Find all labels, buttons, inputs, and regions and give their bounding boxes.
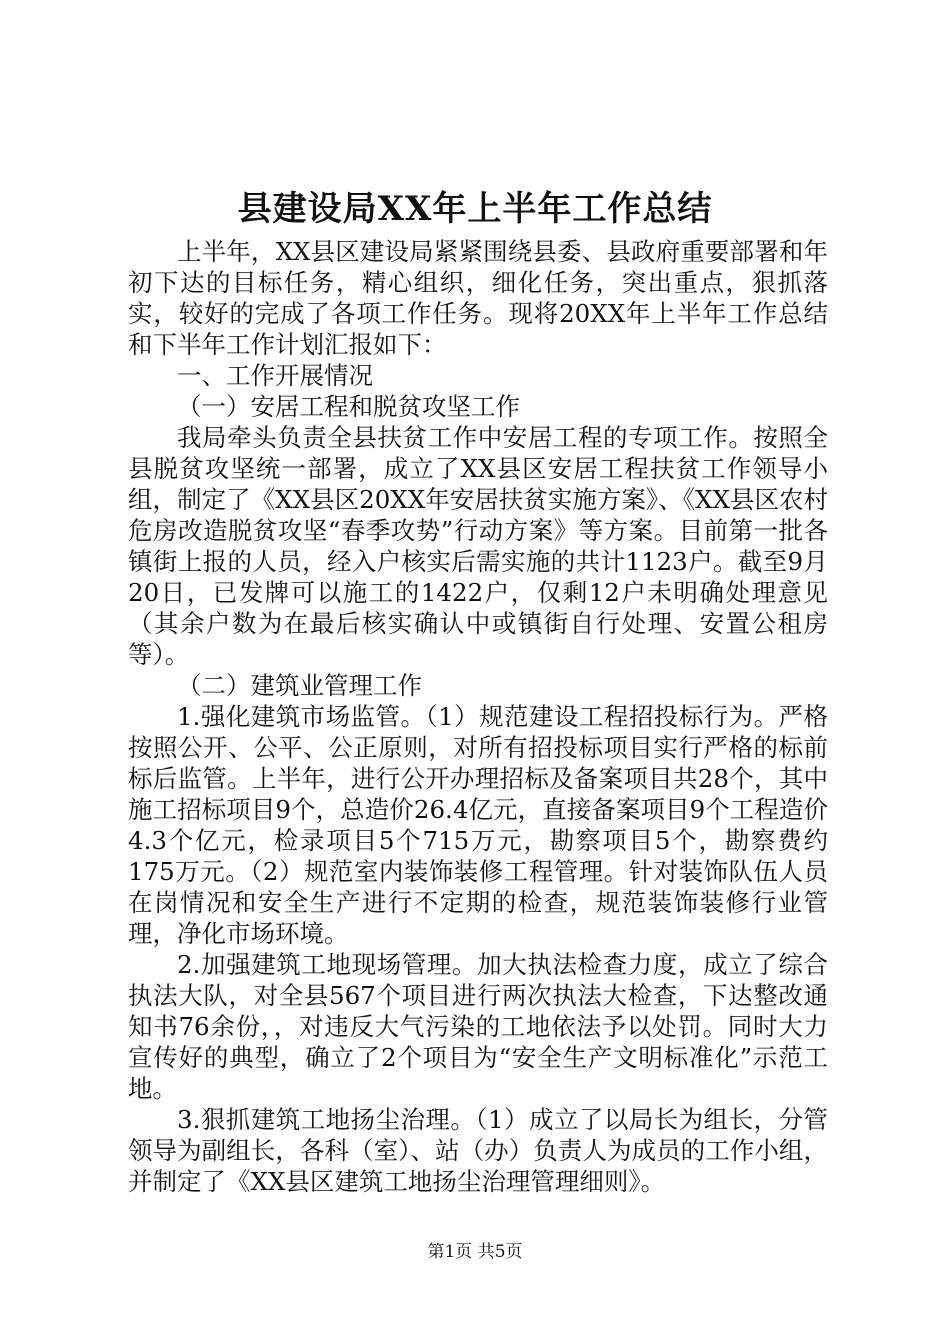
housing-poverty-paragraph: 我局牵头负责全县扶贫工作中安居工程的专项工作。按照全县脱贫攻坚统一部署，成立了XX县区安居工程扶贫工作领导小组，制定了《XX县区20XX年安居扶贫实施方案》、《XX县区农村危房改造脱贫攻坚“春季攻势”行动方案》等方案。目前第一批各镇街上报的人员，经入户核实后需实施的共计1123户。截至9月20日，已发牌可以施工的1422户，仅剩12户未明确处理意见（其余户数为在最后核实确认中或镇街自行处理、安置公租房等）。: [128, 423, 828, 669]
site-management-paragraph: 2.加强建筑工地现场管理。加大执法检查力度，成立了综合执法大队，对全县567个项目进行两次执法大检查，下达整改通知书76余份，，对违反大气污染的工地依法予以处罚。同时大力宣传好的典型，确立了2个项目为“安全生产文明标准化”示范工地。: [128, 950, 828, 1103]
subsection-heading-housing-poverty: （一）安居工程和脱贫攻坚工作: [177, 392, 520, 421]
market-supervision-paragraph: 1.强化建筑市场监管。（1）规范建设工程招投标行为。严格按照公开、公平、公正原则，对所有招投标项目实行严格的标前标后监管。上半年，进行公开办理招标及备案项目共28个，其中施工招标项目9个，总造价26.4亿元，直接备案项目9个工程造价4.3个亿元，检录项目5个715万元，勘察项目5个，勘察费约175万元。（2）规范室内装饰装修工程管理。针对装饰队伍人员在岗情况和安全生产进行不定期的检查，规范装饰装修行业管理，净化市场环境。: [128, 702, 828, 948]
dust-control-paragraph: 3.狠抓建筑工地扬尘治理。（1）成立了以局长为组长，分管领导为副组长，各科（室）、站（办）负责人为成员的工作小组，并制定了《XX县区建筑工地扬尘治理管理细则》。: [128, 1105, 828, 1196]
document-body: [128, 236, 828, 1197]
document-title: 县建设局XX年上半年工作总结: [237, 189, 713, 229]
subsection-heading-construction-management: （二）建筑业管理工作: [177, 671, 422, 700]
section-heading-work-progress: 一、工作开展情况: [177, 361, 373, 390]
intro-paragraph: 上半年，XX县区建设局紧紧围绕县委、县政府重要部署和年初下达的目标任务，精心组织，细化任务，突出重点，狠抓落实，较好的完成了各项工作任务。现将20XX年上半年工作总结和下半年工作计划汇报如下：: [128, 237, 828, 359]
page-footer: 第1页 共5页: [427, 1242, 523, 1262]
